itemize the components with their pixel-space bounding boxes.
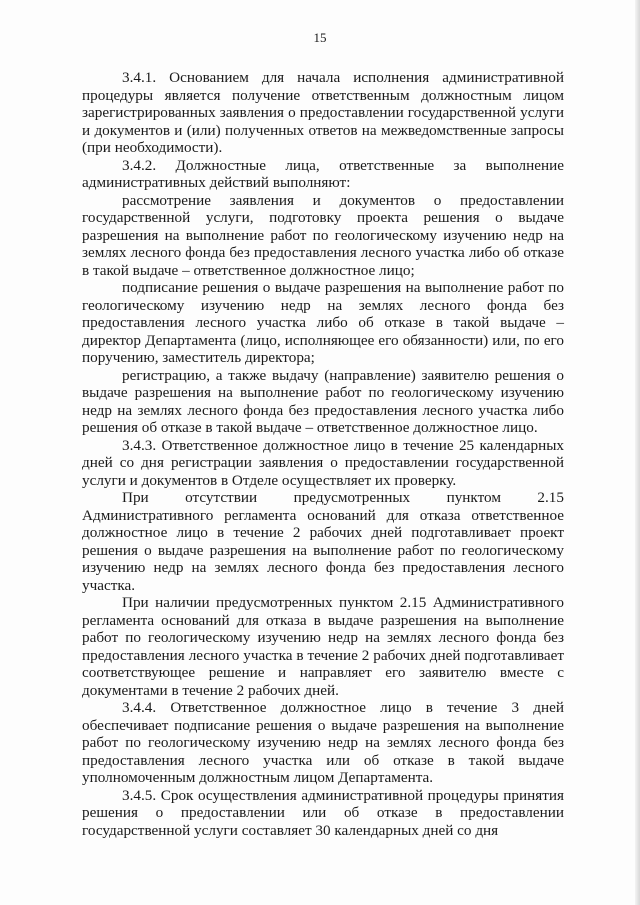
page-number: 15 xyxy=(313,30,327,45)
paragraph-3-4-2: 3.4.2. Должностные лица, ответственные за выполнение административных действий выполняют: xyxy=(82,156,564,191)
paragraph-grounds-present: При наличии предусмотренных пунктом 2.15 Административного регламента оснований для отказа в выдаче разрешения на выполнение работ по геологическому изучению недр на землях лесного фонда без предоставления лесного участка в течение 2 рабочих дней подготавливает соответствующее решение и направляет его заявителю вместе с документами в течение 2 рабочих дней. xyxy=(82,594,564,699)
paragraph-3-4-4: 3.4.4. Ответственное должностное лицо в течение 3 дней обеспечивает подписание решения о выдаче разрешения на выполнение работ по геологическому изучению недр на землях лесного фонда без предоставления лесного участка или об отказе в такой выдаче уполномоченным должностным лицом Департамента. xyxy=(82,699,564,786)
paragraph-3-4-1: 3.4.1. Основанием для начала исполнения административной процедуры является получение ответственным должностным лицом зарегистрированных заявления о предоставлении государственной услуги и документов и (или) полученных ответов на межведомственные запросы (при необходимости). xyxy=(82,69,564,156)
paragraph-review-duty: рассмотрение заявления и документов о предоставлении государственной услуги, подготовку проекта решения о выдаче разрешения на выполнение работ по геологическому изучению недр на землях лесного фонда без предоставления лесного участка либо об отказе в такой выдаче – ответственное должностное лицо; xyxy=(82,191,564,279)
page-edge-shadow xyxy=(635,0,640,905)
document-body xyxy=(82,69,564,839)
paragraph-registration-duty: регистрацию, а также выдачу (направление) заявителю решения о выдаче разрешения на выполнение работ по геологическому изучению недр на землях лесного фонда без предоставления лесного участка либо решения об отказе в такой выдаче – ответственное должностное лицо. xyxy=(82,366,564,436)
paragraph-3-4-5: 3.4.5. Срок осуществления административной процедуры принятия решения о предоставлении или об отказе в предоставлении государственной услуги составляет 30 календарных дней со дня xyxy=(82,786,564,839)
paragraph-no-grounds: При отсутствии предусмотренных пунктом 2.15 Административного регламента оснований для отказа ответственное должностное лицо в течение 2 рабочих дней подготавливает проект решения о выдаче разрешения на выполнение работ по геологическому изучению недр на землях лесного фонда без предоставления лесного участка. xyxy=(82,489,564,594)
paragraph-3-4-3: 3.4.3. Ответственное должностное лицо в течение 25 календарных дней со дня регистрации заявления о предоставлении государственной услуги и документов в Отделе осуществляет их проверку. xyxy=(82,436,564,489)
paragraph-signing-duty: подписание решения о выдаче разрешения на выполнение работ по геологическому изучению недр на землях лесного фонда без предоставления лесного участка либо об отказе в такой выдаче – директор Департамента (лицо, исполняющее его обязанности) или, по его поручению, заместитель директора; xyxy=(82,279,564,366)
